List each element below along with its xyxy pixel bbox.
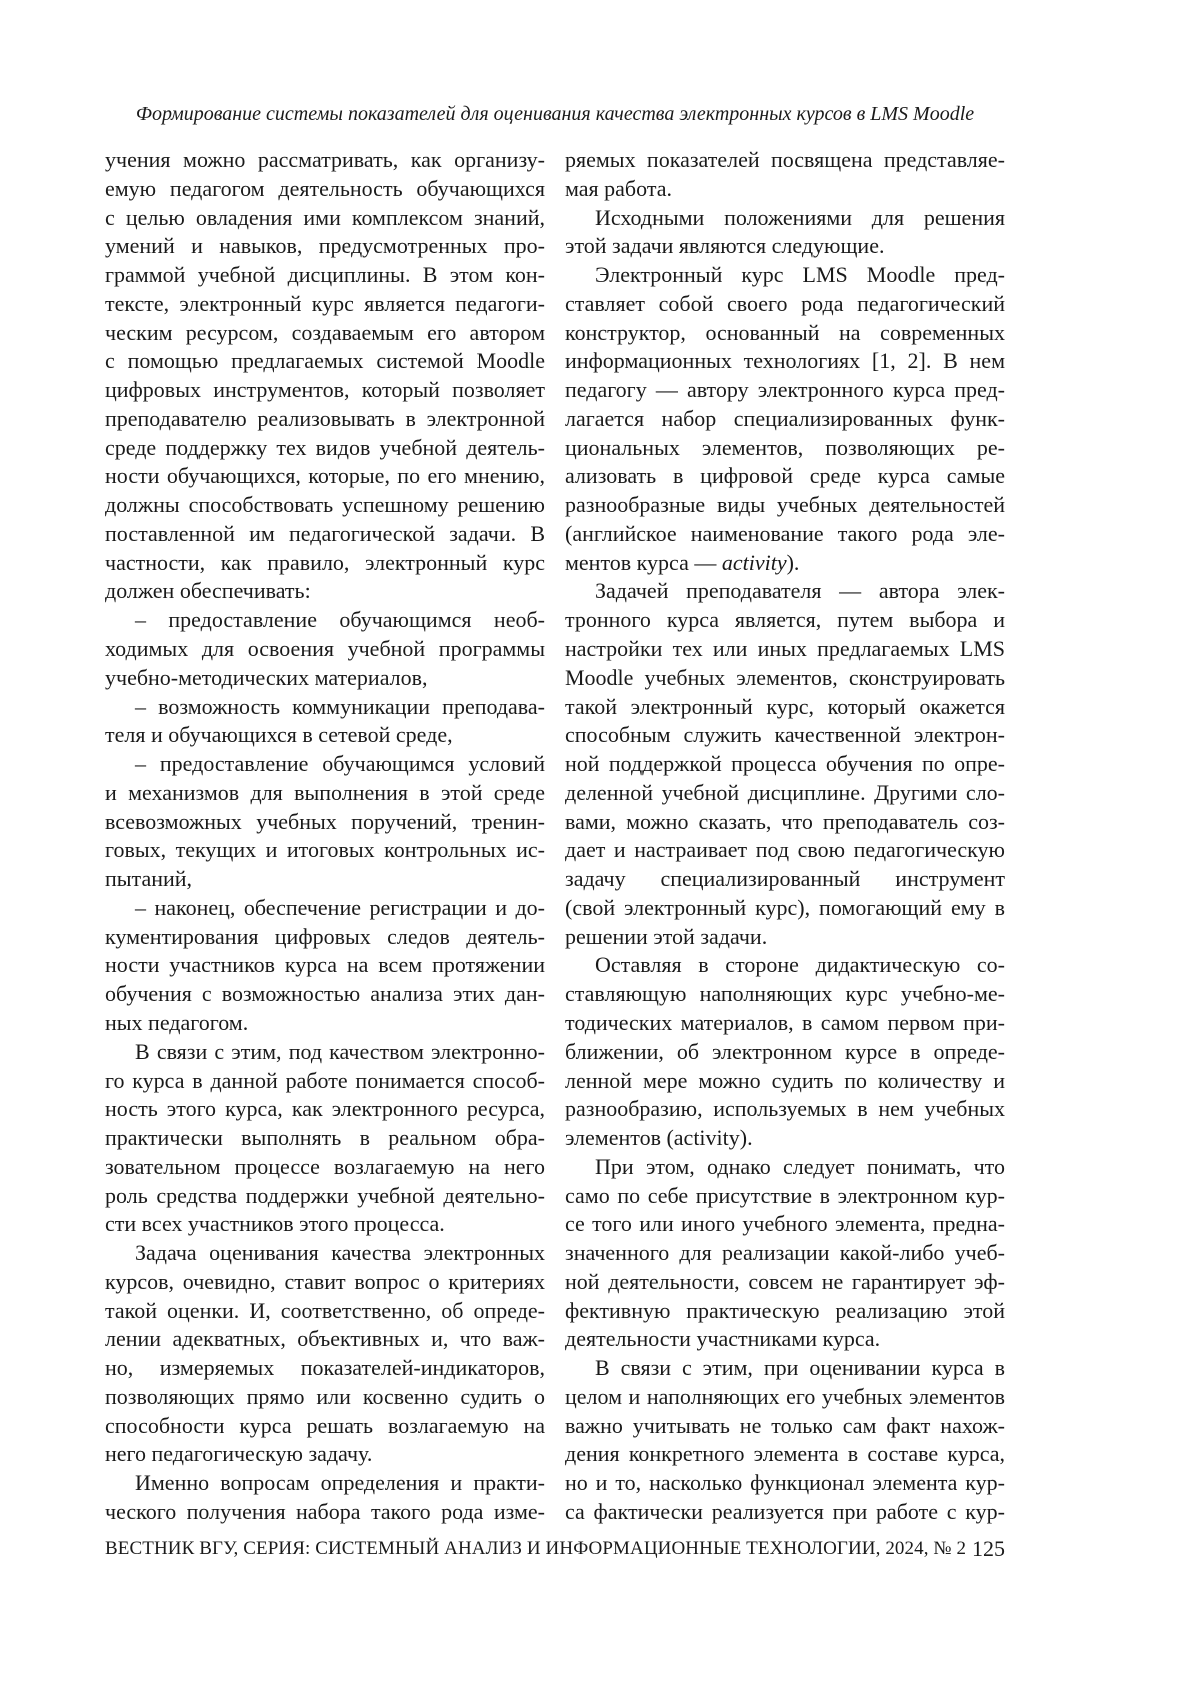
text-line: и механизмов для выполнения в этой среде [105,779,545,808]
text-line: роль средства поддержки учебной деятельно- [105,1182,545,1211]
paragraph [565,577,1005,951]
text-line: граммой учебной дисциплины. В этом кон- [105,261,545,290]
text-line: ности участников курса на всем протяжении [105,951,545,980]
text-line: частности, как правило, электронный курс [105,549,545,578]
text-line: ческим ресурсом, создаваемым его автором [105,319,545,348]
text-line: ной поддержкой процесса обучения по опре- [565,750,1005,779]
text-segment: ментов курса — [565,550,722,575]
text-line: зовательном процессе возлагаемую на него [105,1153,545,1182]
text-line: ближении, об электронном курсе в опреде- [565,1038,1005,1067]
text-line: учебно-методических материалов, [105,664,545,693]
text-line: среде поддержку тех видов учебной деятель- [105,434,545,463]
text-line: этой задачи являются следующие. [565,232,1005,261]
text-line: ческого получения набора такого рода изме- [105,1498,545,1527]
text-line: Moodle учебных элементов, сконструировать [565,664,1005,693]
text-line [565,549,1005,578]
text-line: такой оценки. И, соответственно, об опреде- [105,1297,545,1326]
text-line: должны способствовать успешному решению [105,491,545,520]
text-line: ных педагогом. [105,1009,545,1038]
text-line: ходимых для освоения учебной программы [105,635,545,664]
text-line: лении адекватных, объективных и, что важ- [105,1325,545,1354]
text-line: Задача оценивания качества электронных [105,1239,545,1268]
paragraph [105,606,545,692]
text-line: элементов (activity). [565,1124,1005,1153]
text-line: са фактически реализуется при работе с кур- [565,1498,1005,1527]
paragraph [105,894,545,1038]
text-line: курсов, очевидно, ставит вопрос о критериях [105,1268,545,1297]
text-line: с помощью предлагаемых системой Moodle [105,347,545,376]
text-line: само по себе присутствие в электронном кур- [565,1182,1005,1211]
paragraph [105,750,545,894]
text-line: – предоставление обучающимся необ- [105,606,545,635]
paragraph [565,204,1005,262]
paragraph [565,146,1005,204]
text-line: При этом, однако следует понимать, что [565,1153,1005,1182]
text-line: емую педагогом деятельность обучающихся [105,175,545,204]
text-line: способным служить качественной электрон- [565,721,1005,750]
text-line: Оставляя в стороне дидактическую со- [565,951,1005,980]
text-line: учения можно рассматривать, как организу- [105,146,545,175]
text-line: значенного для реализации какой-либо учеб- [565,1239,1005,1268]
text-line: сти всех участников этого процесса. [105,1210,545,1239]
text-line: Электронный курс LMS Moodle пред- [565,261,1005,290]
text-line: конструктор, основанный на современных [565,319,1005,348]
paragraph [565,1354,1005,1527]
text-line: мая работа. [565,175,1005,204]
text-line: деятельности участниками курса. [565,1325,1005,1354]
text-line: тодических материалов, в самом первом при- [565,1009,1005,1038]
text-line: В связи с этим, при оценивании курса в [565,1354,1005,1383]
text-line: ставляет собой своего рода педагогический [565,290,1005,319]
text-line: поставленной им педагогической задачи. В [105,520,545,549]
text-line: ленной мере можно судить по количеству и [565,1067,1005,1096]
text-line: практически выполнять в реальном обра- [105,1124,545,1153]
text-line: пытаний, [105,865,545,894]
text-line: – возможность коммуникации преподава- [105,693,545,722]
text-line: разнообразию, используемых в нем учебных [565,1095,1005,1124]
text-line: Задачей преподавателя — автора элек- [565,577,1005,606]
text-line: разнообразные виды учебных деятельностей [565,491,1005,520]
text-line: ность этого курса, как электронного ресурса, [105,1095,545,1124]
text-line: – предоставление обучающимся условий [105,750,545,779]
text-line: циональных элементов, позволяющих ре- [565,434,1005,463]
paragraph [105,1239,545,1469]
text-line: деленной учебной дисциплине. Другими сло- [565,779,1005,808]
text-line: способности курса решать возлагаемую на [105,1412,545,1441]
text-line: (свой электронный курс), помогающий ему в [565,894,1005,923]
paragraph [105,1038,545,1239]
text-line: дения конкретного элемента в составе курса, [565,1440,1005,1469]
paragraph [105,1469,545,1527]
text-line: говых, текущих и итоговых контрольных ис- [105,836,545,865]
text-line: дает и настраивает под свою педагогическую [565,836,1005,865]
text-line: фективную практическую реализацию этой [565,1297,1005,1326]
paragraph [565,1153,1005,1354]
text-line: него педагогическую задачу. [105,1440,545,1469]
text-column-right [565,146,1005,1527]
italic-term: activity [722,550,787,575]
text-line: цифровых инструментов, который позволяет [105,376,545,405]
page-number: 125 [972,1536,1005,1562]
text-line: тронного курса является, путем выбора и [565,606,1005,635]
text-line: но и то, насколько функционал элемента кур- [565,1469,1005,1498]
paragraph [105,146,545,606]
text-line: такой электронный курс, который окажется [565,693,1005,722]
text-line: позволяющих прямо или косвенно судить о [105,1383,545,1412]
journal-footer: ВЕСТНИК ВГУ, СЕРИЯ: СИСТЕМНЫЙ АНАЛИЗ И ИНФОРМАЦИОННЫЕ ТЕХНОЛОГИИ, 2024, № 2 [105,1538,1005,1560]
text-line: кументирования цифровых следов деятель- [105,923,545,952]
text-line: Именно вопросам определения и практи- [105,1469,545,1498]
text-line: В связи с этим, под качеством электронно- [105,1038,545,1067]
text-line: задачу специализированный инструмент [565,865,1005,894]
text-line: Исходными положениями для решения [565,204,1005,233]
text-line: с целью овладения ими комплексом знаний, [105,204,545,233]
text-line: информационных технологиях [1, 2]. В нем [565,347,1005,376]
text-line: настройки тех или иных предлагаемых LMS [565,635,1005,664]
paragraph [565,261,1005,577]
text-line: умений и навыков, предусмотренных про- [105,232,545,261]
text-line: (английское наименование такого рода эле- [565,520,1005,549]
text-line: ставляющую наполняющих курс учебно-ме- [565,980,1005,1009]
text-line: должен обеспечивать: [105,577,545,606]
text-line: решении этой задачи. [565,923,1005,952]
text-line: ализовать в цифровой среде курса самые [565,462,1005,491]
text-line: но, измеряемых показателей-индикаторов, [105,1354,545,1383]
text-line: ряемых показателей посвящена представляе- [565,146,1005,175]
text-line: ной деятельности, совсем не гарантирует эф- [565,1268,1005,1297]
text-line: целом и наполняющих его учебных элементов [565,1383,1005,1412]
text-line: тексте, электронный курс является педагоги- [105,290,545,319]
text-line: теля и обучающихся в сетевой среде, [105,721,545,750]
text-line: лагается набор специализированных функ- [565,405,1005,434]
text-line: се того или иного учебного элемента, предна- [565,1210,1005,1239]
text-line: важно учитывать не только сам факт нахож- [565,1412,1005,1441]
text-line: вами, можно сказать, что преподаватель соз- [565,808,1005,837]
text-line: – наконец, обеспечение регистрации и до- [105,894,545,923]
text-line: преподавателю реализовывать в электронной [105,405,545,434]
paragraph [565,951,1005,1152]
text-line: ности обучающихся, которые, по его мнению, [105,462,545,491]
text-line: го курса в данной работе понимается способ- [105,1067,545,1096]
text-line: обучения с возможностью анализа этих дан- [105,980,545,1009]
text-line: педагогу — автору электронного курса пред- [565,376,1005,405]
paragraph [105,693,545,751]
text-column-left [105,146,545,1527]
running-head: Формирование системы показателей для оценивания качества электронных курсов в LMS Moodle [0,103,1110,126]
text-segment: ). [787,550,800,575]
text-line: всевозможных учебных поручений, тренин- [105,808,545,837]
